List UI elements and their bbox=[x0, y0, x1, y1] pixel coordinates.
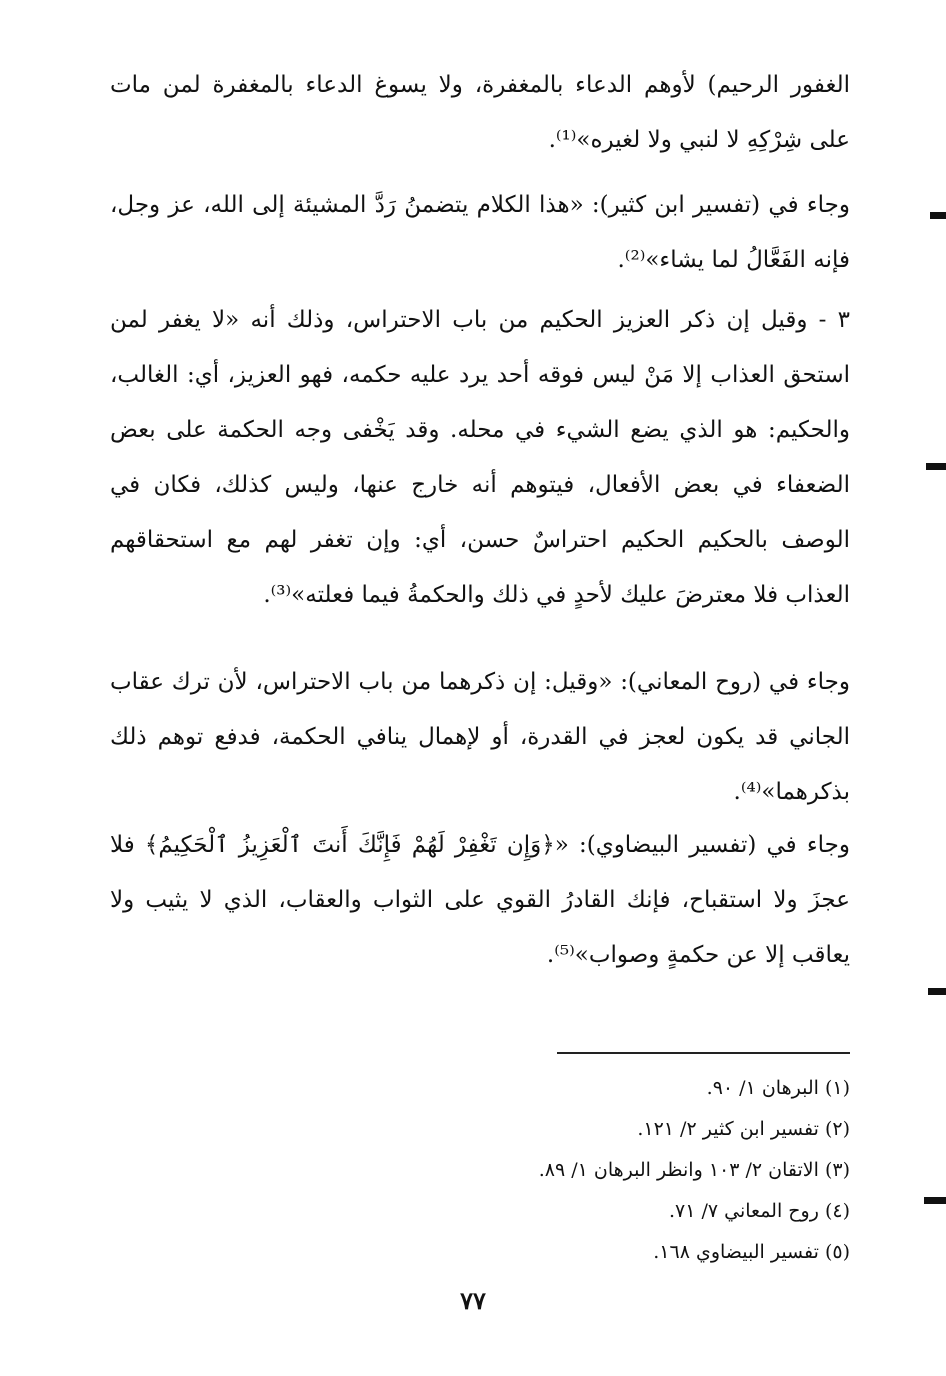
footnote-5: (٥) تفسير البيضاوي ١٦٨. bbox=[653, 1241, 850, 1263]
footnote-1: (١) البرهان ١/ ٩٠. bbox=[706, 1077, 850, 1099]
edge-mark-2 bbox=[926, 463, 946, 470]
paragraph-3: ٣ - وقيل إن ذكر العزيز الحكيم من باب الاحتراس، وذلك أنه «لا يغفر لمن استحق العذاب إلا مَنْ ليس فوقه أحد يرد عليه حكمه، فهو العزيز، أي: الغالب، والحكيم: هو الذي يضع الشيء في محله. وقد يَخْفى وجه الحكمة على بعض الضعفاء في بعض الأفعال، فيتوهم أنه خارج عنها، وليس كذلك، فكان في الوصف بالحكيم الحكيم احتراسٌ حسن، أي: وإن تغفر لهم مع استحقاقهم العذاب فلا معترضَ عليك لأحدٍ في ذلك والحكمةُ فيما فعلته»⁽³⁾. bbox=[110, 307, 850, 608]
paragraph-4: وجاء في (روح المعاني): «وقيل: إن ذكرهما من باب الاحتراس، لأن ترك عقاب الجاني قد يكون لعجز في القدرة، أو لإهمال ينافي الحكمة، فدفع توهم ذلك بذكرهما»⁽⁴⁾. bbox=[110, 669, 850, 805]
page-number: ٧٧ bbox=[460, 1286, 486, 1315]
footnote-3: (٣) الاتقان ٢/ ١٠٣ وانظر البرهان ١/ ٨٩. bbox=[538, 1159, 850, 1181]
edge-mark-3 bbox=[928, 988, 946, 995]
footnotes-list bbox=[150, 1068, 850, 1273]
paragraph-1: الغفور الرحيم) لأوهم الدعاء بالمغفرة، ولا يسوغ الدعاء بالمغفرة لمن مات على شِرْكِهِ لا لنبي ولا لغيره»⁽¹⁾. bbox=[110, 72, 850, 153]
edge-mark-4 bbox=[924, 1197, 946, 1204]
footnote-separator bbox=[557, 1052, 850, 1054]
edge-mark-1 bbox=[930, 212, 946, 219]
footnote-4: (٤) روح المعاني ٧/ ٧١. bbox=[668, 1200, 850, 1222]
paragraph-2: وجاء في (تفسير ابن كثير): «هذا الكلام يتضمنُ رَدَّ المشيئة إلى الله، عز وجل، فإنه الفَعَّالُ لما يشاء»⁽²⁾. bbox=[110, 192, 850, 273]
paragraph-5: وجاء في (تفسير البيضاوي): «﴿وَإِن تَغْفِرْ لَهُمْ فَإِنَّكَ أَنتَ ٱلْعَزِيزُ ٱلْحَكِيمُ﴾ فلا عجزَ ولا استقباح، فإنك القادرُ القوي على الثواب والعقاب، الذي لا يثيب ولا يعاقب إلا عن حكمةٍ وصواب»⁽⁵⁾. bbox=[110, 832, 850, 968]
footnote-2: (٢) تفسير ابن كثير ٢/ ١٢١. bbox=[637, 1118, 850, 1140]
